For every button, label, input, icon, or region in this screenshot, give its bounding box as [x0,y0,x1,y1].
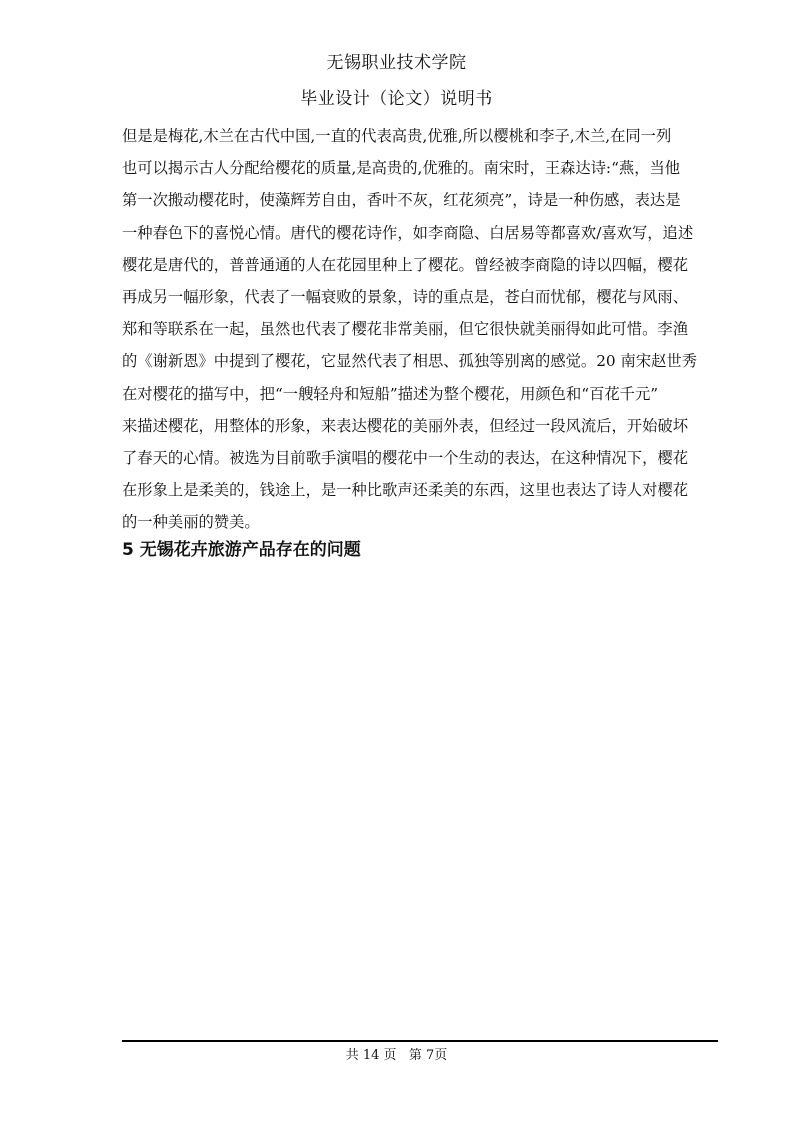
body-line: 的《谢新恩》中提到了樱花，它显然代表了相思、孤独等别离的感觉。20 南宋赵世秀 [122,352,698,371]
body-line: 但是是梅花,木兰在古代中国,一直的代表高贵,优雅,所以樱桃和李子,木兰,在同一列 [122,127,672,145]
body-line: 了春天的心情。被选为目前歌手演唱的樱花中一个生动的表达，在这种情况下，樱花 [122,449,688,468]
header-document-type: 毕业设计（论文）说明书 [300,89,493,109]
body-line: 的一种美丽的赞美。 [122,513,260,532]
body-line: 来描述樱花，用整体的形象，来表达樱花的美丽外表，但经过一段风流后，开始破坏 [122,416,688,435]
page-number: 共 14 页 第 7页 [345,1048,448,1063]
body-line: 郑和等联系在一起，虽然也代表了樱花非常美丽，但它很快就美丽得如此可惜。李渔 [122,320,688,339]
body-line: 再成另一幅形象，代表了一幅衰败的景象，诗的重点是，苍白而忧郁，樱花与风雨、 [122,288,688,307]
footer-divider [122,1040,718,1042]
body-line: 也可以揭示古人分配给樱花的质量,是高贵的,优雅的。南宋时，王森达诗:“燕，当他 [122,159,681,178]
body-line: 在对樱花的描写中，把“一艘轻舟和短船”描述为整个樱花，用颜色和“百花千元” [122,384,659,403]
header-institution: 无锡职业技术学院 [326,53,467,73]
body-line: 一种春色下的喜悦心情。唐代的樱花诗作，如李商隐、白居易等都喜欢/喜欢写，追述 [122,223,694,242]
section-heading: 5 无锡花卉旅游产品存在的问题 [122,540,361,560]
body-line: 樱花是唐代的，普普通通的人在花园里种上了樱花。曾经被李商隐的诗以四幅，樱花 [122,255,688,274]
body-line: 在形象上是柔美的，钱途上，是一种比歌声还柔美的东西，这里也表达了诗人对樱花 [122,481,688,500]
body-line: 第一次搬动樱花时，使藻辉芳自由，香叶不灰，红花须亮”，诗是一种伤感，表达是 [122,191,681,210]
body-paragraph [122,120,722,539]
